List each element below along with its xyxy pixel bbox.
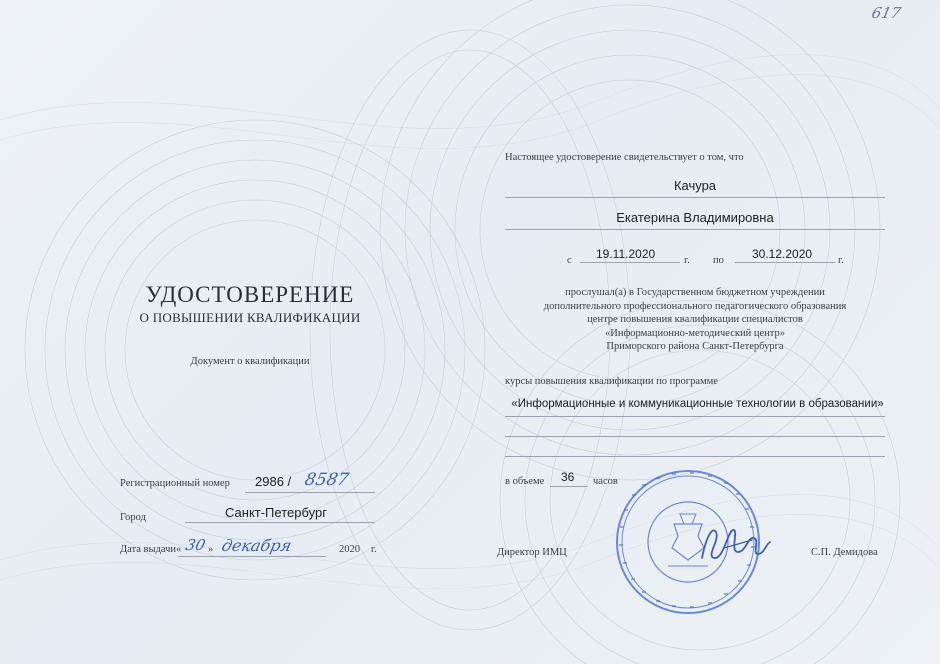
institution-line: центре повышения квалификации специалистов — [587, 314, 803, 325]
recipient-surname: Качура — [673, 178, 717, 193]
document-type-label: Документ о квалификации — [190, 356, 310, 367]
volume-label: в объеме — [505, 476, 545, 487]
registration-number-underline — [245, 492, 375, 493]
issue-date-year-suffix: г. — [371, 544, 377, 555]
registration-number-typed: 2986 / — [255, 474, 292, 489]
issue-date-month: декабря — [219, 536, 294, 555]
date-from: 19.11.2020 — [596, 247, 656, 261]
registration-number-label: Регистрационный номер — [120, 478, 230, 489]
year-mark-1: г. — [684, 255, 690, 266]
volume-value: 36 — [561, 470, 575, 484]
recipient-given-names: Екатерина Владимировна — [616, 210, 774, 225]
program-underline-1 — [505, 416, 885, 417]
volume-underline — [550, 486, 588, 487]
institution-line: прослушал(а) в Государственном бюджетном учреждении — [565, 287, 825, 298]
year-mark-2: г. — [838, 255, 844, 266]
institution-line: «Информационно-методический центр» — [605, 327, 785, 339]
date-from-underline — [580, 262, 680, 263]
program-label: курсы повышения квалификации по программе — [505, 376, 718, 387]
program-underline-2 — [505, 436, 885, 437]
issue-date-underline — [178, 556, 326, 557]
intro-text: Настоящее удостоверение свидетельствует о том, что — [505, 152, 744, 163]
program-underline-3 — [505, 456, 885, 457]
date-from-label: с — [567, 255, 572, 266]
date-to-underline — [735, 262, 835, 263]
date-to: 30.12.2020 — [752, 247, 813, 261]
issue-date-open-quote: « — [176, 544, 182, 555]
city-value: Санкт-Петербург — [225, 505, 327, 520]
director-label: Директор ИМЦ — [497, 547, 567, 558]
registration-number-handwritten: 8587 — [302, 470, 351, 490]
surname-underline — [505, 197, 885, 198]
corner-number: 617 — [870, 4, 903, 22]
given-names-underline — [505, 229, 885, 230]
institution-line: Приморского района Санкт-Петербурга — [606, 341, 784, 352]
program-name: «Информационные и коммуникационные технологии в образовании» — [511, 398, 884, 410]
institution-block — [505, 286, 885, 354]
volume-unit: часов — [593, 476, 618, 487]
city-label: Город — [120, 512, 146, 523]
certificate-subtitle: О ПОВЫШЕНИИ КВАЛИФИКАЦИИ — [139, 310, 361, 325]
institution-line: дополнительного профессионального педагогического образования — [543, 300, 847, 312]
issue-date-year: 2020 — [339, 544, 360, 555]
issue-date-close-quote: » — [208, 544, 214, 555]
issue-date-label: Дата выдачи — [120, 544, 177, 555]
director-signature-icon — [694, 518, 774, 568]
director-name: С.П. Демидова — [811, 547, 878, 558]
city-underline — [185, 522, 375, 523]
issue-date-day: 30 — [184, 536, 208, 554]
date-to-label: по — [713, 255, 724, 266]
certificate-title: УДОСТОВЕРЕНИЕ — [145, 282, 355, 307]
